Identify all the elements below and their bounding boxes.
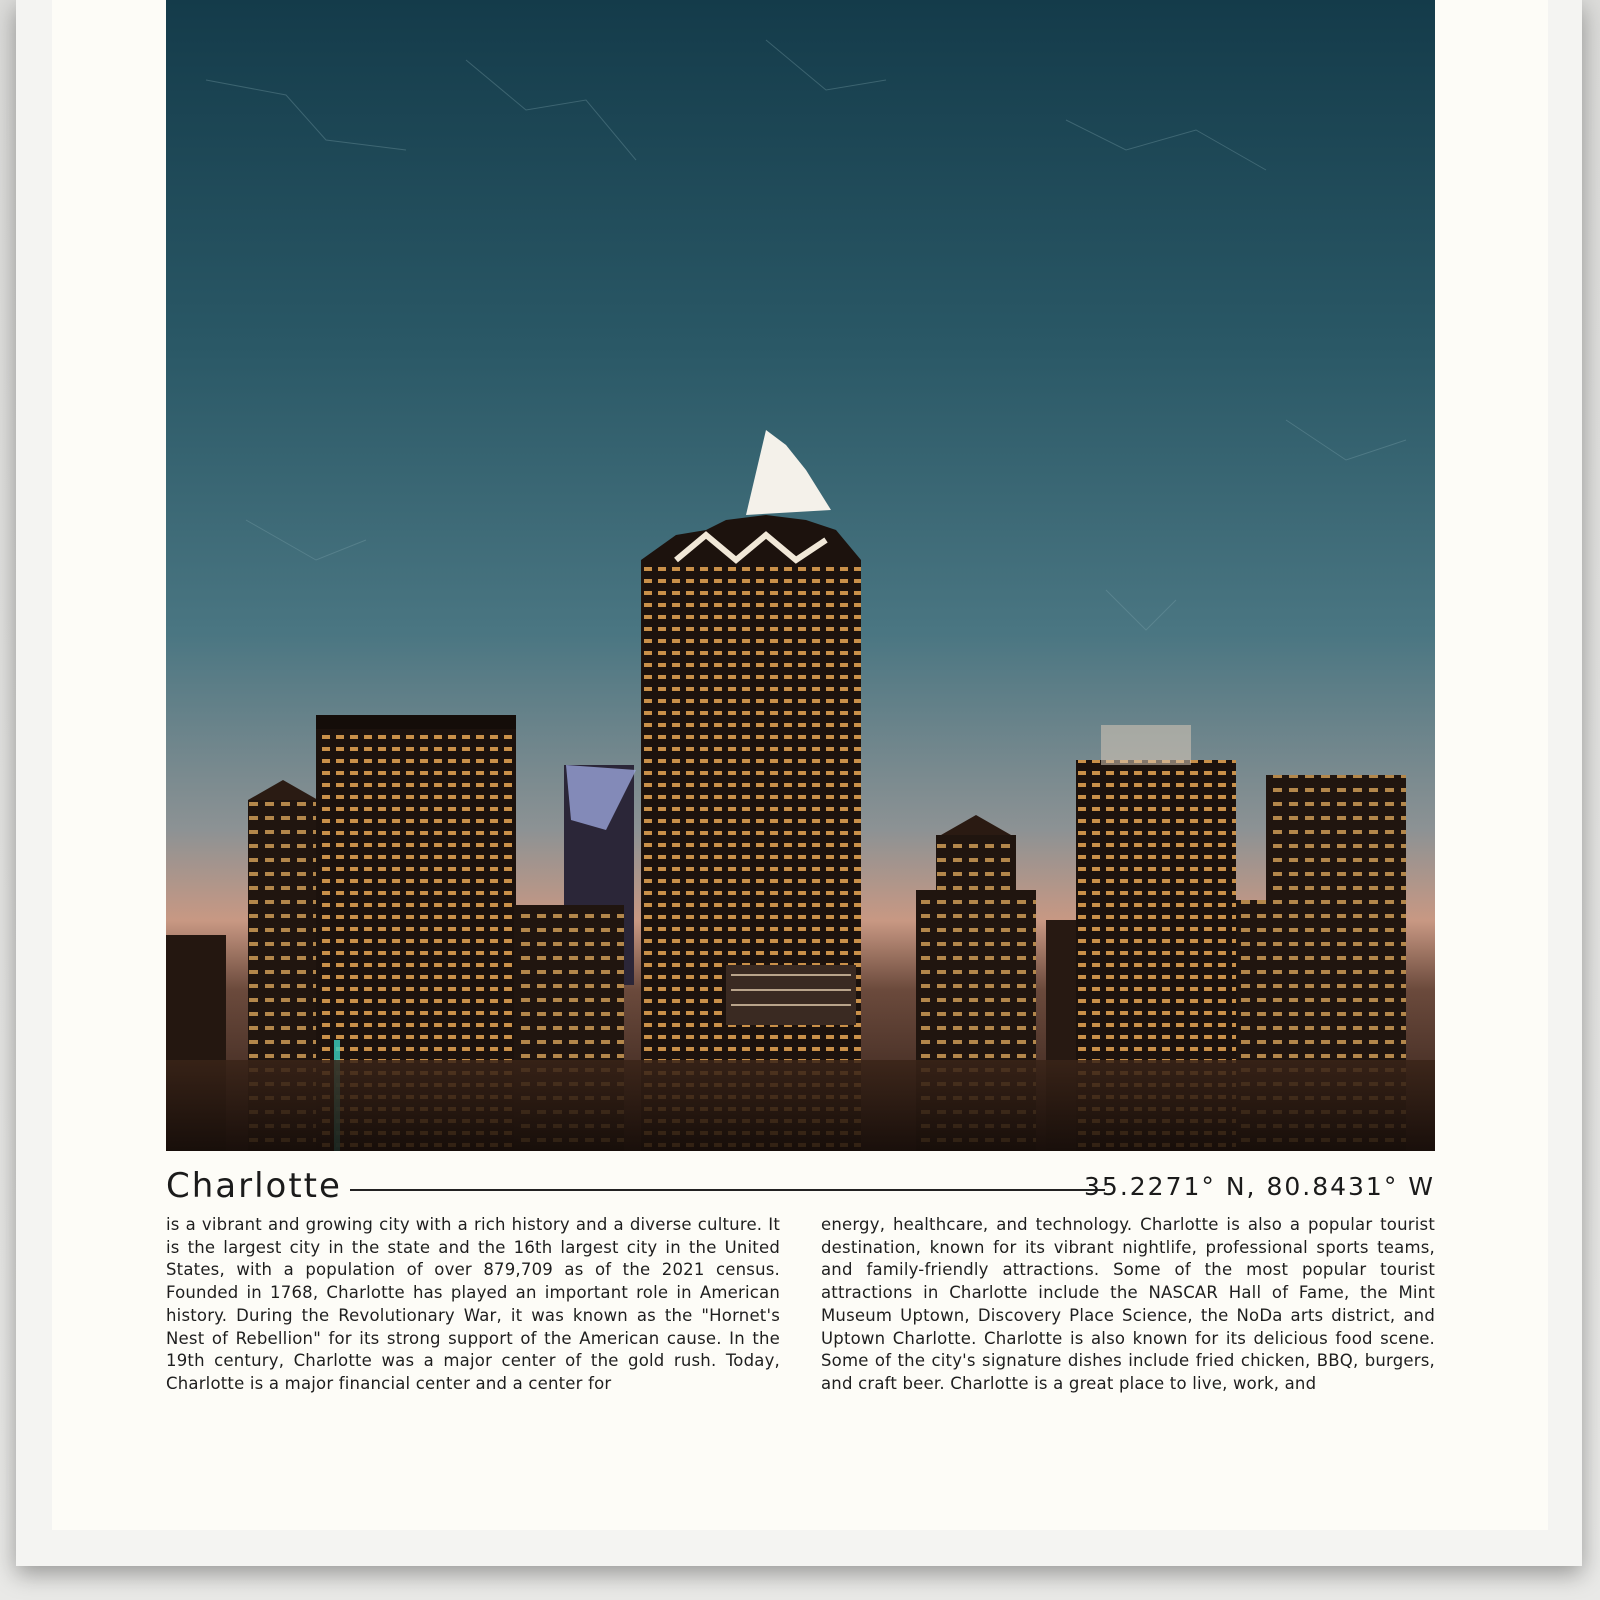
description-column-left: is a vibrant and growing city with a rich history and a diverse culture. It is the largest city in the state and the 16th largest city in the United States, with a population of over 879,709 as of the 2021 census. Founded in 1768, Charlotte has played an important role in American history. During the Revolutionary War, it was known as the "Hornet's Nest of Rebellion" for its strong support of the American cause. In the 19th century, Charlotte was a major center of the gold rush. Today, Charlotte is a major financial center and a center for xyxy=(166,1215,780,1393)
city-name: Charlotte xyxy=(166,1166,342,1206)
skyline-photo xyxy=(166,0,1435,1151)
description xyxy=(166,1214,1435,1396)
poster-caption xyxy=(166,1162,1435,1396)
description-column-right: energy, healthcare, and technology. Charlotte is also a popular tourist destination, known for its vibrant nightlife, professional sports teams, and family-friendly attractions. Some of the most popular tourist attractions in Charlotte include the NASCAR Hall of Fame, the Mint Museum Uptown, Discovery Place Science, the NoDa arts district, and Uptown Charlotte. Charlotte is also known for its delicious food scene. Some of the city's signature dishes include fried chicken, BBQ, burgers, and craft beer. Charlotte is a great place to live, work, and xyxy=(821,1215,1435,1393)
title-divider-line xyxy=(350,1189,1105,1191)
title-row xyxy=(166,1162,1435,1214)
city-coordinates: 35.2271° N, 80.8431° W xyxy=(1084,1172,1435,1201)
